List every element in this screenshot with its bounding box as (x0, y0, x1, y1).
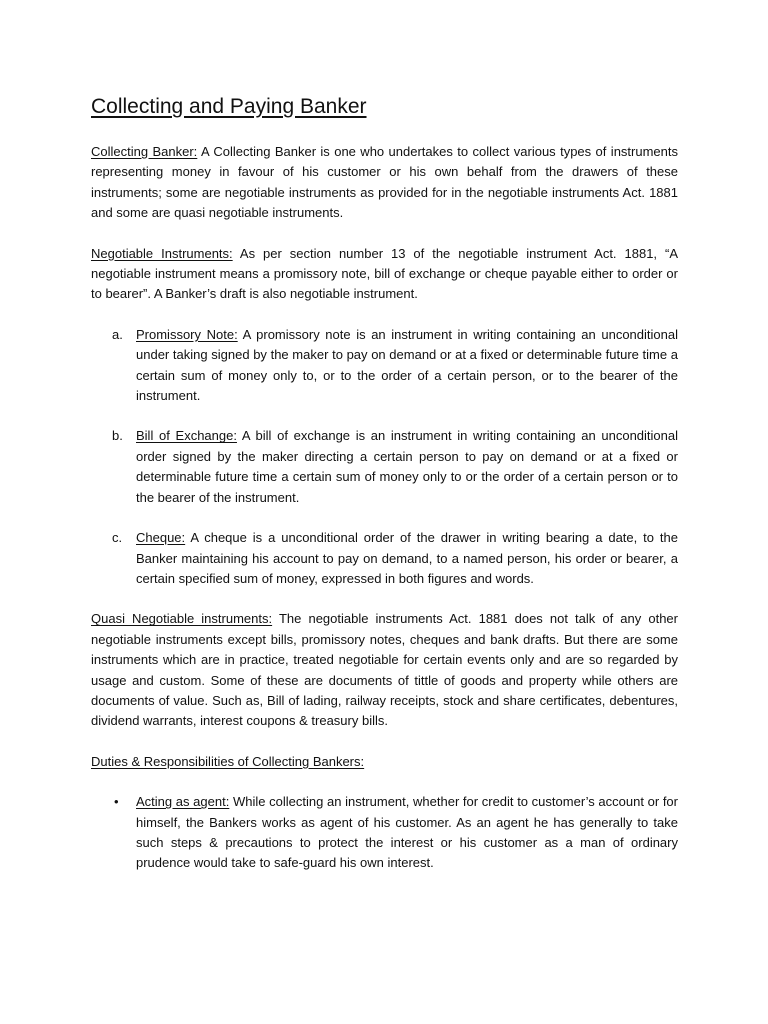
negotiable-instruments-text: As per section number 13 of the negotiable instrument Act. 1881, “A negotiable instrument means a promissory note, bill of exchange or cheque payable either to order or to bearer”. A Banker’s draft is also negotiable instrument. (91, 245, 679, 302)
collecting-banker-label: Collecting Banker: (91, 144, 198, 159)
bullet-icon: • (114, 794, 119, 810)
acting-as-agent-label: Acting as agent: (136, 794, 230, 810)
list-item-cheque (91, 528, 678, 589)
instrument-types-list (91, 325, 678, 589)
promissory-note-label: Promissory Note: (136, 326, 238, 342)
quasi-negotiable-text: The negotiable instruments Act. 1881 does not talk of any other negotiable instruments except bills, promissory notes, cheques and bank drafts. But there are some instruments which are in practice, treated negotiable for certain events only and are so regarded by usage and custom. Some of these are documents of tittle of goods and property while others are documents of value. Such as, Bill of lading, railway receipts, stock and share certificates, debentures, dividend warrants, interest coupons & treasury bills. (91, 611, 678, 729)
promissory-note-text: A promissory note is an instrument in writing containing an unconditional under taking signed by the maker to pay on demand or at a fixed or determinable future time a certain sum of money only to, or to the order of a certain person, or to the bearer of the instrument. (136, 326, 678, 404)
bill-of-exchange-label: Bill of Exchange: (136, 428, 237, 444)
acting-as-agent-text: While collecting an instrument, whether for credit to customer’s account or for himself, the Bankers works as agent of his customer. As an agent he has generally to take such steps & precautions to protect the interest or his customer as a man of ordinary prudence would take to safe-guard his own interest. (136, 794, 678, 871)
list-item-promissory-note (91, 325, 678, 407)
collecting-banker-text: A Collecting Banker is one who undertakes to collect various types of instruments representing money in favour of his customer or his own behalf from the drawers of these instruments; some are negotiable instruments as provided for in the negotiable instruments Act. 1881 and some are quasi negotiable instruments. (91, 144, 678, 221)
duties-list (91, 792, 678, 874)
bill-of-exchange-text: A bill of exchange is an instrument in writing containing an unconditional order signed by the maker directing a certain person to pay on demand or at a fixed or determinable future time a certain sum of money only to or the order of a certain person or to the bearer of the instrument. (136, 428, 678, 505)
negotiable-instruments-label: Negotiable Instruments: (91, 245, 233, 261)
page-title: Collecting and Paying Banker (91, 95, 367, 118)
list-item-acting-as-agent (91, 792, 678, 874)
list-marker: a. (112, 326, 123, 342)
duties-heading: Duties & Responsibilities of Collecting Bankers: (91, 753, 365, 769)
quasi-negotiable-paragraph (91, 609, 678, 731)
negotiable-instruments-paragraph (91, 244, 678, 305)
cheque-text: A cheque is a unconditional order of the drawer in writing bearing a date, to the Banker maintaining his account to pay on demand, to a named person, his order or bearer, a certain specified sum of money, expressed in both figures and words. (136, 530, 678, 586)
collecting-banker-paragraph (91, 142, 678, 224)
list-marker: b. (112, 428, 123, 444)
list-marker: c. (112, 530, 123, 546)
list-item-bill-of-exchange (91, 426, 678, 508)
quasi-negotiable-label: Quasi Negotiable instruments: (91, 611, 273, 627)
cheque-label: Cheque: (136, 530, 186, 546)
